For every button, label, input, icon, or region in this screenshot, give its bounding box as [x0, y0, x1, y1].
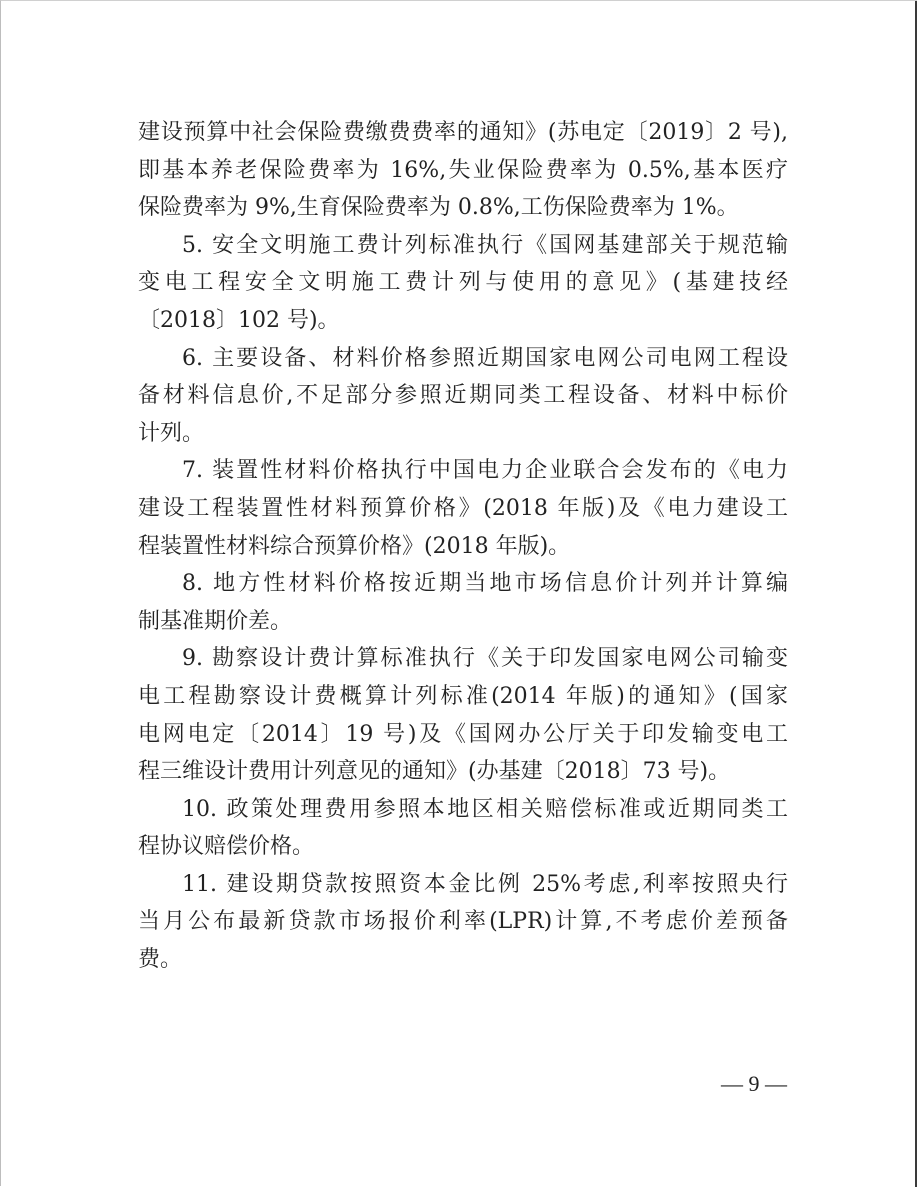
paragraph-line: 备材料信息价,不足部分参照近期同类工程设备、材料中标价	[138, 383, 788, 409]
paragraph-line-wrap	[138, 302, 788, 340]
paragraph-line: 建设预算中社会保险费缴费费率的通知》(苏电定〔2019〕2 号),	[138, 120, 788, 145]
paragraph-line: 制基准期价差。	[138, 608, 293, 634]
paragraph-line: 程三维设计费用计列意见的通知》(办基建〔2018〕73 号)。	[138, 759, 731, 785]
paragraph-line-wrap	[138, 415, 788, 453]
paragraph-line-wrap	[138, 603, 788, 641]
paragraph-line-wrap	[138, 903, 788, 941]
paragraph-line: 即基本养老保险费率为 16%,失业保险费率为 0.5%,基本医疗	[138, 157, 788, 183]
paragraph-line-wrap	[138, 152, 788, 190]
paragraph-line: 6. 主要设备、材料价格参照近期国家电网公司电网工程设	[182, 345, 788, 371]
paragraph-line: 8. 地方性材料价格按近期当地市场信息价计列并计算编	[182, 571, 788, 597]
paragraph-item-9	[138, 640, 788, 678]
paragraph-line: 5. 安全文明施工费计列标准执行《国网基建部关于规范输	[182, 232, 788, 258]
paragraph-line-wrap	[138, 941, 788, 979]
paragraph-line: 电网电定〔2014〕19 号)及《国网办公厅关于印发输变电工	[138, 721, 788, 747]
paragraph-line: 程装置性材料综合预算价格》(2018 年版)。	[138, 533, 571, 559]
paragraph-item-11	[138, 866, 788, 904]
paragraph-line: 电工程勘察设计费概算计列标准(2014 年版)的通知》(国家	[138, 683, 788, 709]
paragraph-line: 9. 勘察设计费计算标准执行《关于印发国家电网公司输变	[182, 646, 788, 672]
paragraph-line: 10. 政策处理费用参照本地区相关赔偿标准或近期同类工	[182, 796, 788, 822]
paragraph-continuation	[138, 114, 788, 152]
paragraph-line: 程协议赔偿价格。	[138, 834, 315, 860]
document-body	[138, 114, 788, 979]
paragraph-line-wrap	[138, 753, 788, 791]
paragraph-item-6	[138, 340, 788, 378]
paragraph-line-wrap	[138, 377, 788, 415]
paragraph-line: 保险费率为 9%,生育保险费率为 0.8%,工伤保险费率为 1%。	[138, 195, 739, 221]
paragraph-line: 建设工程装置性材料预算价格》(2018 年版)及《电力建设工	[138, 495, 788, 521]
paragraph-line: 计列。	[138, 420, 205, 446]
paragraph-item-7	[138, 452, 788, 490]
paragraph-line-wrap	[138, 189, 788, 227]
page-number: — 9 —	[721, 1071, 787, 1096]
paragraph-line-wrap	[138, 490, 788, 528]
paragraph-line-wrap	[138, 264, 788, 302]
paragraph-line-wrap	[138, 528, 788, 566]
paragraph-line: 〔2018〕102 号)。	[138, 307, 340, 333]
paragraph-line: 11. 建设期贷款按照资本金比例 25%考虑,利率按照央行	[182, 871, 788, 897]
paragraph-line: 费。	[138, 947, 183, 973]
paragraph-item-8	[138, 565, 788, 603]
paragraph-line-wrap	[138, 716, 788, 754]
paragraph-line-wrap	[138, 678, 788, 716]
paragraph-line: 当月公布最新贷款市场报价利率(LPR)计算,不考虑价差预备	[138, 909, 788, 935]
paragraph-item-5	[138, 227, 788, 265]
paragraph-item-10	[138, 791, 788, 829]
paragraph-line-wrap	[138, 828, 788, 866]
paragraph-line: 变电工程安全文明施工费计列与使用的意见》(基建技经	[138, 270, 788, 296]
paragraph-line: 7. 装置性材料价格执行中国电力企业联合会发布的《电力	[182, 458, 788, 484]
